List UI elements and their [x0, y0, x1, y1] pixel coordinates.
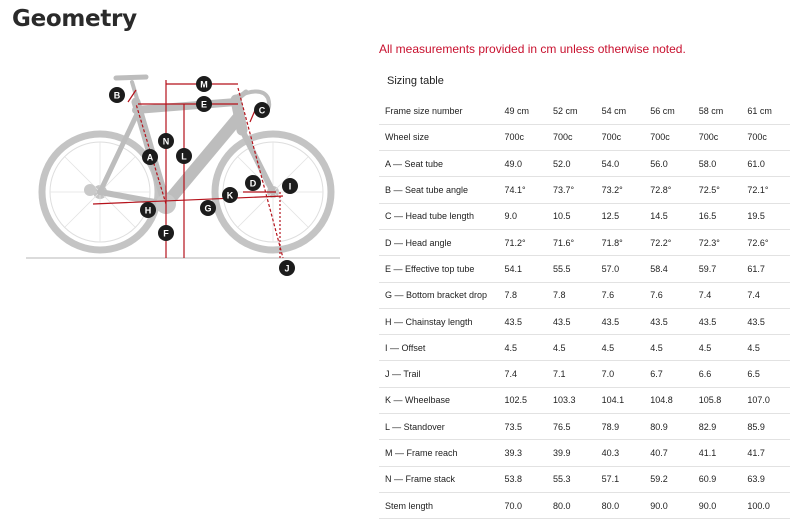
table-caption: Sizing table — [387, 75, 444, 87]
table-row — [379, 387, 790, 413]
cell-value: 7.4 — [498, 361, 547, 387]
row-label: N — Frame stack — [379, 466, 498, 492]
row-label: H — Chainstay length — [379, 308, 498, 334]
cell-value: 100.0 — [741, 492, 790, 518]
cell-value: 7.4 — [693, 282, 742, 308]
row-label: A — Seat tube — [379, 151, 498, 177]
cell-value: 73.7° — [547, 177, 596, 203]
cell-value: 82.9 — [693, 414, 742, 440]
page-title: Geometry — [12, 6, 137, 32]
cell-value: 43.5 — [547, 308, 596, 334]
marker-c — [254, 102, 270, 118]
cell-value: 39.9 — [547, 440, 596, 466]
cell-value: 700c — [741, 124, 790, 150]
cell-value: 73.2° — [596, 177, 645, 203]
svg-text:K: K — [226, 190, 234, 201]
cell-value: 56.0 — [644, 151, 693, 177]
cell-value: 41.1 — [693, 440, 742, 466]
row-label: D — Head angle — [379, 229, 498, 255]
cell-value: 71.2° — [498, 229, 547, 255]
cell-value: 76.5 — [547, 414, 596, 440]
marker-b — [109, 87, 125, 103]
cell-value: 39.3 — [498, 440, 547, 466]
marker-h — [140, 202, 156, 218]
cell-value: 7.6 — [644, 282, 693, 308]
svg-text:D: D — [249, 178, 257, 189]
row-label: I — Offset — [379, 335, 498, 361]
cell-value: 43.5 — [644, 308, 693, 334]
cell-value: 61.7 — [741, 256, 790, 282]
cell-value: 55.3 — [547, 466, 596, 492]
cell-value: 6.7 — [644, 361, 693, 387]
marker-m — [196, 76, 212, 92]
marker-a — [142, 149, 158, 165]
marker-e — [196, 96, 212, 112]
svg-text:M: M — [200, 79, 208, 90]
cell-value: 4.5 — [498, 335, 547, 361]
svg-text:I: I — [288, 181, 292, 192]
row-label: G — Bottom bracket drop — [379, 282, 498, 308]
cell-value: 7.4 — [741, 282, 790, 308]
row-label: C — Head tube length — [379, 203, 498, 229]
cell-value: 16.5 — [693, 203, 742, 229]
svg-text:B: B — [113, 90, 121, 101]
cell-value: 7.8 — [498, 282, 547, 308]
marker-g — [200, 200, 216, 216]
svg-text:C: C — [258, 105, 266, 116]
header-label: Frame size number — [379, 98, 498, 124]
cell-value: 105.8 — [693, 387, 742, 413]
cell-value: 58.0 — [693, 151, 742, 177]
cell-value: 78.9 — [596, 414, 645, 440]
cell-value: 7.1 — [547, 361, 596, 387]
table-row — [379, 203, 790, 229]
row-label: L — Standover — [379, 414, 498, 440]
cell-value: 104.8 — [644, 387, 693, 413]
cell-value: 10.5 — [547, 203, 596, 229]
table-row — [379, 414, 790, 440]
cell-value: 58.4 — [644, 256, 693, 282]
svg-text:A: A — [146, 152, 154, 163]
cell-value: 57.1 — [596, 466, 645, 492]
cell-value: 72.1° — [741, 177, 790, 203]
measurement-note: All measurements provided in cm unless otherwise noted. — [379, 42, 686, 56]
cell-value: 43.5 — [596, 308, 645, 334]
table-row — [379, 256, 790, 282]
size-header: 56 cm — [644, 98, 693, 124]
svg-text:G: G — [204, 203, 212, 214]
row-label: M — Frame reach — [379, 440, 498, 466]
table-row — [379, 151, 790, 177]
cell-value: 57.0 — [596, 256, 645, 282]
cell-value: 53.8 — [498, 466, 547, 492]
marker-j — [279, 260, 295, 276]
cell-value: 85.9 — [741, 414, 790, 440]
cell-value: 40.3 — [596, 440, 645, 466]
cell-value: 43.5 — [498, 308, 547, 334]
cell-value: 4.5 — [547, 335, 596, 361]
table-row — [379, 282, 790, 308]
svg-text:N: N — [162, 136, 170, 147]
cell-value: 43.5 — [741, 308, 790, 334]
svg-text:F: F — [163, 228, 169, 239]
cell-value: 7.8 — [547, 282, 596, 308]
cell-value: 71.6° — [547, 229, 596, 255]
cell-value: 59.2 — [644, 466, 693, 492]
cell-value: 14.5 — [644, 203, 693, 229]
marker-k — [222, 187, 238, 203]
cell-value: 59.7 — [693, 256, 742, 282]
cell-value: 54.0 — [596, 151, 645, 177]
cell-value: 80.0 — [596, 492, 645, 518]
table-row — [379, 229, 790, 255]
cell-value: 4.5 — [693, 335, 742, 361]
cell-value: 40.7 — [644, 440, 693, 466]
cell-value: 43.5 — [693, 308, 742, 334]
cell-value: 700c — [596, 124, 645, 150]
cell-value: 4.5 — [741, 335, 790, 361]
table-row — [379, 308, 790, 334]
cell-value: 6.6 — [693, 361, 742, 387]
row-label: K — Wheelbase — [379, 387, 498, 413]
bike-geometry-diagram — [18, 62, 358, 282]
table-row — [379, 335, 790, 361]
svg-text:L: L — [181, 151, 187, 162]
table-row — [379, 177, 790, 203]
table-header-row — [379, 98, 790, 124]
cell-value: 90.0 — [644, 492, 693, 518]
cell-value: 72.6° — [741, 229, 790, 255]
row-label: Wheel size — [379, 124, 498, 150]
cell-value: 61.0 — [741, 151, 790, 177]
cell-value: 700c — [547, 124, 596, 150]
cell-value: 72.3° — [693, 229, 742, 255]
cell-value: 54.1 — [498, 256, 547, 282]
cell-value: 63.9 — [741, 466, 790, 492]
cell-value: 19.5 — [741, 203, 790, 229]
marker-f — [158, 225, 174, 241]
cell-value: 12.5 — [596, 203, 645, 229]
row-label: Stem length — [379, 492, 498, 518]
cell-value: 102.5 — [498, 387, 547, 413]
cell-value: 103.3 — [547, 387, 596, 413]
row-label: E — Effective top tube — [379, 256, 498, 282]
cell-value: 700c — [644, 124, 693, 150]
table-row — [379, 124, 790, 150]
size-header: 49 cm — [498, 98, 547, 124]
cell-value: 52.0 — [547, 151, 596, 177]
cell-value: 80.9 — [644, 414, 693, 440]
row-label: B — Seat tube angle — [379, 177, 498, 203]
cell-value: 700c — [693, 124, 742, 150]
marker-n — [158, 133, 174, 149]
cell-value: 80.0 — [547, 492, 596, 518]
row-label: J — Trail — [379, 361, 498, 387]
cell-value: 55.5 — [547, 256, 596, 282]
cell-value: 700c — [498, 124, 547, 150]
cell-value: 7.0 — [596, 361, 645, 387]
table-row — [379, 466, 790, 492]
marker-l — [176, 148, 192, 164]
marker-i — [282, 178, 298, 194]
cell-value: 9.0 — [498, 203, 547, 229]
sizing-table — [379, 98, 790, 519]
table-row — [379, 361, 790, 387]
cell-value: 72.5° — [693, 177, 742, 203]
size-header: 52 cm — [547, 98, 596, 124]
cell-value: 71.8° — [596, 229, 645, 255]
cell-value: 7.6 — [596, 282, 645, 308]
size-header: 58 cm — [693, 98, 742, 124]
cell-value: 6.5 — [741, 361, 790, 387]
svg-text:J: J — [284, 263, 290, 274]
svg-text:E: E — [200, 99, 208, 110]
cell-value: 70.0 — [498, 492, 547, 518]
cell-value: 60.9 — [693, 466, 742, 492]
marker-d — [245, 175, 261, 191]
cell-value: 107.0 — [741, 387, 790, 413]
svg-text:H: H — [144, 205, 152, 216]
cell-value: 104.1 — [596, 387, 645, 413]
size-header: 54 cm — [596, 98, 645, 124]
cell-value: 49.0 — [498, 151, 547, 177]
cell-value: 41.7 — [741, 440, 790, 466]
cell-value: 74.1° — [498, 177, 547, 203]
table-row — [379, 440, 790, 466]
cell-value: 72.2° — [644, 229, 693, 255]
size-header: 61 cm — [741, 98, 790, 124]
cell-value: 4.5 — [596, 335, 645, 361]
cell-value: 73.5 — [498, 414, 547, 440]
cell-value: 4.5 — [644, 335, 693, 361]
table-row — [379, 492, 790, 518]
cell-value: 72.8° — [644, 177, 693, 203]
cell-value: 90.0 — [693, 492, 742, 518]
